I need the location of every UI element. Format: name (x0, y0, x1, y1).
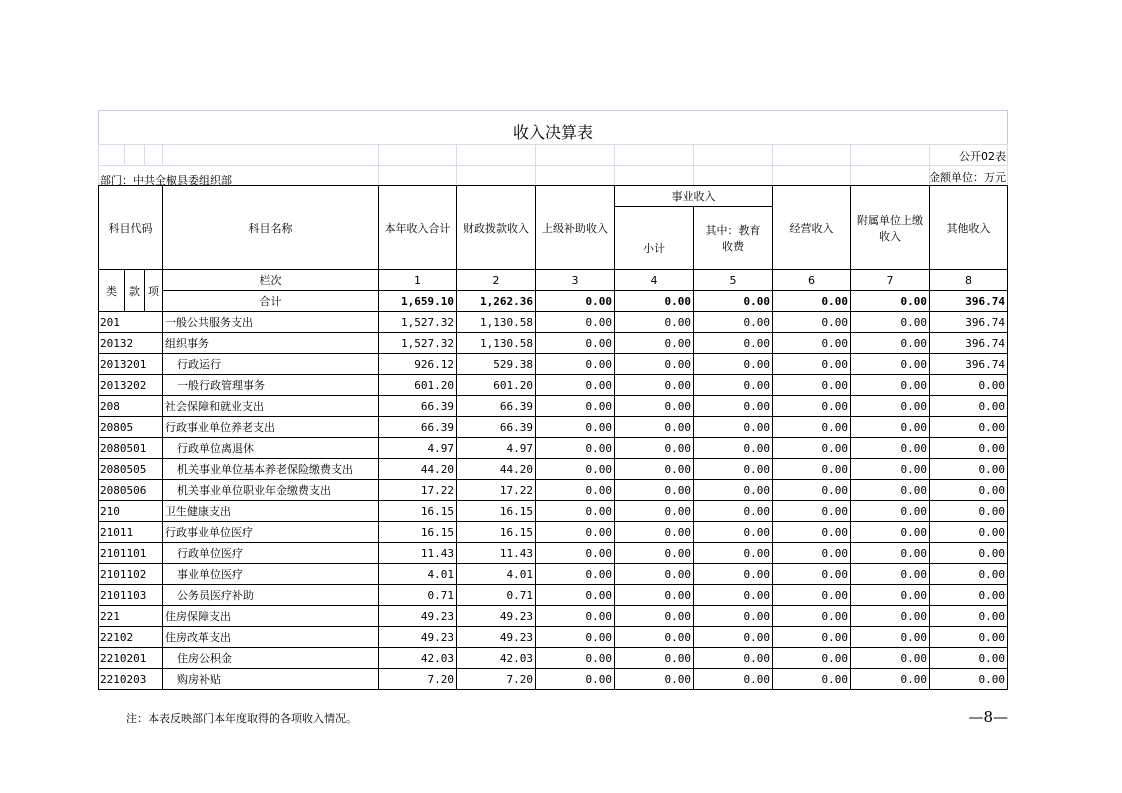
amount-cell: 66.39 (457, 396, 536, 417)
header-operating-income: 经营收入 (773, 186, 851, 270)
subject-name: 组织事务 (163, 333, 379, 354)
amount-cell: 0.00 (851, 438, 930, 459)
grid-line (456, 165, 457, 186)
total-value: 0.00 (615, 291, 694, 312)
amount-cell: 16.15 (379, 522, 457, 543)
header-education-fee: 其中：教育收费 (694, 207, 773, 270)
col-number: 6 (773, 270, 851, 291)
amount-cell: 0.00 (536, 564, 615, 585)
amount-cell: 0.00 (615, 438, 694, 459)
amount-cell: 0.00 (694, 333, 773, 354)
amount-cell: 0.00 (773, 396, 851, 417)
amount-cell: 0.00 (773, 375, 851, 396)
amount-cell: 0.00 (694, 396, 773, 417)
amount-cell: 0.00 (930, 585, 1008, 606)
total-label: 合计 (163, 291, 379, 312)
amount-cell: 1,527.32 (379, 333, 457, 354)
amount-cell: 0.00 (536, 648, 615, 669)
amount-cell: 0.00 (615, 459, 694, 480)
amount-cell: 0.00 (930, 564, 1008, 585)
subject-name: 住房保障支出 (163, 606, 379, 627)
subject-code: 2013201 (99, 354, 163, 375)
amount-cell: 11.43 (379, 543, 457, 564)
amount-cell: 66.39 (379, 396, 457, 417)
amount-cell: 0.00 (851, 480, 930, 501)
subject-name: 住房改革支出 (163, 627, 379, 648)
amount-cell: 0.00 (930, 522, 1008, 543)
grid-line (1007, 144, 1008, 165)
subject-code: 208 (99, 396, 163, 417)
amount-cell: 0.00 (773, 501, 851, 522)
form-code-row (98, 144, 1008, 165)
grid-line (1007, 165, 1008, 186)
amount-cell: 0.00 (773, 333, 851, 354)
header-lei: 类 (99, 270, 125, 312)
table-row (99, 333, 1008, 354)
amount-cell: 16.15 (457, 501, 536, 522)
total-value: 1,659.10 (379, 291, 457, 312)
amount-cell: 0.00 (851, 648, 930, 669)
grid-line (614, 165, 615, 186)
amount-cell: 1,130.58 (457, 312, 536, 333)
amount-cell: 0.00 (694, 564, 773, 585)
amount-cell: 44.20 (379, 459, 457, 480)
total-value: 1,262.36 (457, 291, 536, 312)
form-code: 公开02表 (959, 150, 1006, 163)
amount-cell: 7.20 (379, 669, 457, 690)
amount-cell: 11.43 (457, 543, 536, 564)
subject-code: 201 (99, 312, 163, 333)
amount-cell: 601.20 (379, 375, 457, 396)
table-row (99, 396, 1008, 417)
total-value: 396.74 (930, 291, 1008, 312)
subject-code: 2080501 (99, 438, 163, 459)
amount-cell: 0.00 (851, 606, 930, 627)
report-title: 收入决算表 (98, 110, 1008, 145)
amount-cell: 1,130.58 (457, 333, 536, 354)
amount-cell: 0.00 (694, 669, 773, 690)
amount-cell: 0.00 (536, 627, 615, 648)
amount-cell: 0.00 (930, 438, 1008, 459)
table-row (99, 375, 1008, 396)
amount-cell: 0.00 (536, 522, 615, 543)
amount-cell: 0.00 (851, 543, 930, 564)
grid-line (456, 144, 457, 165)
subject-code: 22102 (99, 627, 163, 648)
amount-cell: 1,527.32 (379, 312, 457, 333)
amount-cell: 4.01 (379, 564, 457, 585)
amount-cell: 0.00 (851, 396, 930, 417)
col-number: 1 (379, 270, 457, 291)
grid-line (162, 144, 163, 165)
amount-cell: 0.00 (930, 396, 1008, 417)
amount-cell: 0.00 (851, 459, 930, 480)
amount-cell: 0.00 (930, 480, 1008, 501)
grid-line (144, 144, 145, 165)
amount-cell: 0.00 (851, 312, 930, 333)
amount-cell: 42.03 (457, 648, 536, 669)
amount-cell: 0.00 (930, 501, 1008, 522)
grid-line (378, 144, 379, 165)
amount-cell: 0.00 (694, 480, 773, 501)
amount-cell: 0.00 (773, 564, 851, 585)
table-row (99, 543, 1008, 564)
amount-cell: 396.74 (930, 333, 1008, 354)
grid-line (535, 165, 536, 186)
subject-name: 行政单位医疗 (163, 543, 379, 564)
amount-cell: 0.00 (773, 459, 851, 480)
col-number: 4 (615, 270, 694, 291)
amount-cell: 0.00 (851, 375, 930, 396)
grid-line (535, 144, 536, 165)
subject-name: 行政事业单位养老支出 (163, 417, 379, 438)
table-row (99, 564, 1008, 585)
amount-cell: 0.00 (851, 627, 930, 648)
grid-line (98, 144, 1008, 165)
grid-line (772, 144, 773, 165)
header-affiliated-income: 附属单位上缴收入 (851, 186, 930, 270)
amount-cell: 0.00 (930, 669, 1008, 690)
amount-cell: 0.00 (930, 606, 1008, 627)
subject-code: 2080506 (99, 480, 163, 501)
subject-name: 机关事业单位基本养老保险缴费支出 (163, 459, 379, 480)
amount-cell: 0.00 (773, 606, 851, 627)
amount-cell: 0.00 (536, 396, 615, 417)
amount-cell: 49.23 (457, 627, 536, 648)
amount-cell: 0.00 (851, 564, 930, 585)
subject-code: 21011 (99, 522, 163, 543)
total-value: 0.00 (773, 291, 851, 312)
table-row (99, 417, 1008, 438)
amount-cell: 49.23 (379, 627, 457, 648)
amount-cell: 0.00 (694, 438, 773, 459)
amount-cell: 0.00 (773, 627, 851, 648)
subject-code: 2013202 (99, 375, 163, 396)
report-sheet (98, 110, 1008, 728)
amount-cell: 0.00 (536, 606, 615, 627)
total-value: 0.00 (851, 291, 930, 312)
amount-cell: 0.00 (615, 312, 694, 333)
grid-line (693, 165, 694, 186)
subject-name: 购房补贴 (163, 669, 379, 690)
amount-cell: 0.00 (694, 627, 773, 648)
amount-cell: 0.00 (536, 375, 615, 396)
amount-cell: 0.00 (851, 585, 930, 606)
amount-cell: 66.39 (457, 417, 536, 438)
total-row (99, 291, 1008, 312)
subject-code: 20805 (99, 417, 163, 438)
amount-cell: 0.00 (851, 417, 930, 438)
subject-code: 20132 (99, 333, 163, 354)
grid-line (378, 165, 379, 186)
amount-cell: 0.00 (930, 375, 1008, 396)
amount-cell: 0.00 (694, 501, 773, 522)
table-row (99, 312, 1008, 333)
amount-cell: 0.00 (773, 480, 851, 501)
amount-cell: 0.00 (536, 501, 615, 522)
table-body (99, 312, 1008, 690)
amount-cell: 0.00 (773, 438, 851, 459)
table-row (99, 354, 1008, 375)
grid-line (929, 144, 930, 165)
col-number: 7 (851, 270, 930, 291)
amount-cell: 0.71 (379, 585, 457, 606)
grid-line (98, 165, 1008, 186)
table-row (99, 669, 1008, 690)
amount-cell: 0.00 (930, 459, 1008, 480)
amount-cell: 66.39 (379, 417, 457, 438)
col-number: 2 (457, 270, 536, 291)
amount-cell: 0.00 (773, 522, 851, 543)
header-business-income: 事业收入 (615, 186, 773, 207)
amount-cell: 601.20 (457, 375, 536, 396)
amount-cell: 0.00 (773, 417, 851, 438)
subject-name: 一般公共服务支出 (163, 312, 379, 333)
subject-name: 行政运行 (163, 354, 379, 375)
table-row (99, 480, 1008, 501)
amount-cell: 0.00 (536, 459, 615, 480)
subject-code: 2101101 (99, 543, 163, 564)
col-number: 3 (536, 270, 615, 291)
subject-name: 公务员医疗补助 (163, 585, 379, 606)
header-subject-code: 科目代码 (99, 186, 163, 270)
amount-cell: 0.00 (536, 438, 615, 459)
amount-cell: 0.00 (615, 585, 694, 606)
amount-cell: 0.00 (694, 459, 773, 480)
amount-cell: 0.00 (930, 648, 1008, 669)
subject-name: 住房公积金 (163, 648, 379, 669)
amount-cell: 0.00 (536, 312, 615, 333)
amount-cell: 0.00 (930, 417, 1008, 438)
amount-cell: 0.00 (615, 648, 694, 669)
amount-cell: 16.15 (379, 501, 457, 522)
subject-name: 卫生健康支出 (163, 501, 379, 522)
amount-cell: 0.00 (773, 669, 851, 690)
amount-cell: 0.00 (694, 585, 773, 606)
amount-cell: 4.97 (457, 438, 536, 459)
header-column-order: 栏次 (163, 270, 379, 291)
grid-line (850, 165, 851, 186)
grid-line (850, 144, 851, 165)
subject-name: 行政事业单位医疗 (163, 522, 379, 543)
amount-cell: 0.00 (615, 417, 694, 438)
col-number: 8 (930, 270, 1008, 291)
amount-cell: 0.00 (851, 669, 930, 690)
amount-cell: 0.00 (615, 396, 694, 417)
subject-name: 事业单位医疗 (163, 564, 379, 585)
amount-cell: 0.00 (851, 522, 930, 543)
subject-name: 一般行政管理事务 (163, 375, 379, 396)
amount-cell: 396.74 (930, 312, 1008, 333)
header-subject-name: 科目名称 (163, 186, 379, 270)
amount-cell: 0.00 (615, 480, 694, 501)
grid-line (124, 144, 125, 165)
amount-cell: 0.00 (615, 669, 694, 690)
amount-cell: 0.00 (851, 501, 930, 522)
amount-cell: 7.20 (457, 669, 536, 690)
meta-row (98, 165, 1008, 185)
amount-cell: 0.00 (615, 606, 694, 627)
amount-cell: 0.00 (615, 564, 694, 585)
amount-cell: 0.00 (615, 354, 694, 375)
amount-cell: 0.00 (694, 648, 773, 669)
table-row (99, 585, 1008, 606)
subject-code: 2080505 (99, 459, 163, 480)
grid-line (693, 144, 694, 165)
amount-cell: 0.00 (773, 585, 851, 606)
amount-cell: 0.00 (773, 648, 851, 669)
amount-cell: 0.00 (694, 354, 773, 375)
subject-code: 2210201 (99, 648, 163, 669)
amount-cell: 0.00 (694, 543, 773, 564)
amount-cell: 0.00 (773, 543, 851, 564)
amount-cell: 42.03 (379, 648, 457, 669)
amount-cell: 0.00 (536, 669, 615, 690)
col-number: 5 (694, 270, 773, 291)
amount-cell: 0.00 (615, 375, 694, 396)
header-total-income: 本年收入合计 (379, 186, 457, 270)
subject-code: 2101102 (99, 564, 163, 585)
subject-code: 221 (99, 606, 163, 627)
header-kuan: 款 (125, 270, 145, 312)
amount-cell: 49.23 (379, 606, 457, 627)
amount-cell: 0.00 (694, 417, 773, 438)
header-subtotal: 小计 (615, 207, 694, 270)
amount-cell: 0.00 (615, 501, 694, 522)
amount-cell: 4.97 (379, 438, 457, 459)
amount-cell: 0.00 (930, 627, 1008, 648)
amount-cell: 0.00 (536, 333, 615, 354)
amount-cell: 0.00 (615, 543, 694, 564)
amount-cell: 0.00 (615, 333, 694, 354)
amount-cell: 4.01 (457, 564, 536, 585)
unit-label: 金额单位：万元 (929, 171, 1006, 184)
amount-cell: 0.00 (536, 480, 615, 501)
footnote: 注：本表反映部门本年度取得的各项收入情况。 (126, 712, 357, 725)
amount-cell: 16.15 (457, 522, 536, 543)
amount-cell: 0.00 (930, 543, 1008, 564)
header-other-income: 其他收入 (930, 186, 1008, 270)
header-superior-subsidy: 上级补助收入 (536, 186, 615, 270)
header-xiang: 项 (145, 270, 163, 312)
subject-code: 2101103 (99, 585, 163, 606)
amount-cell: 0.00 (694, 606, 773, 627)
grid-line (614, 144, 615, 165)
table-row (99, 501, 1008, 522)
table-row (99, 438, 1008, 459)
amount-cell: 0.00 (536, 585, 615, 606)
amount-cell: 0.00 (615, 627, 694, 648)
amount-cell: 0.00 (694, 522, 773, 543)
amount-cell: 44.20 (457, 459, 536, 480)
grid-line (772, 165, 773, 186)
table-row (99, 606, 1008, 627)
amount-cell: 17.22 (379, 480, 457, 501)
total-value: 0.00 (694, 291, 773, 312)
subject-code: 210 (99, 501, 163, 522)
amount-cell: 0.00 (694, 375, 773, 396)
header-fiscal-allocation: 财政拨款收入 (457, 186, 536, 270)
amount-cell: 0.00 (536, 417, 615, 438)
amount-cell: 17.22 (457, 480, 536, 501)
table-row (99, 459, 1008, 480)
amount-cell: 49.23 (457, 606, 536, 627)
amount-cell: 0.00 (773, 354, 851, 375)
table-row (99, 627, 1008, 648)
amount-cell: 0.00 (536, 543, 615, 564)
amount-cell: 0.00 (851, 333, 930, 354)
subject-code: 2210203 (99, 669, 163, 690)
amount-cell: 0.00 (615, 522, 694, 543)
amount-cell: 0.00 (694, 312, 773, 333)
total-value: 0.00 (536, 291, 615, 312)
amount-cell: 0.00 (773, 312, 851, 333)
department-label: 部门：中共全椒县委组织部 (100, 174, 232, 187)
page-number: —8— (968, 708, 1008, 726)
amount-cell: 0.71 (457, 585, 536, 606)
table-row (99, 648, 1008, 669)
subject-name: 行政单位离退休 (163, 438, 379, 459)
amount-cell: 0.00 (536, 354, 615, 375)
subject-name: 社会保障和就业支出 (163, 396, 379, 417)
amount-cell: 396.74 (930, 354, 1008, 375)
amount-cell: 926.12 (379, 354, 457, 375)
amount-cell: 0.00 (851, 354, 930, 375)
subject-name: 机关事业单位职业年金缴费支出 (163, 480, 379, 501)
table-row (99, 522, 1008, 543)
income-table (98, 185, 1008, 690)
amount-cell: 529.38 (457, 354, 536, 375)
